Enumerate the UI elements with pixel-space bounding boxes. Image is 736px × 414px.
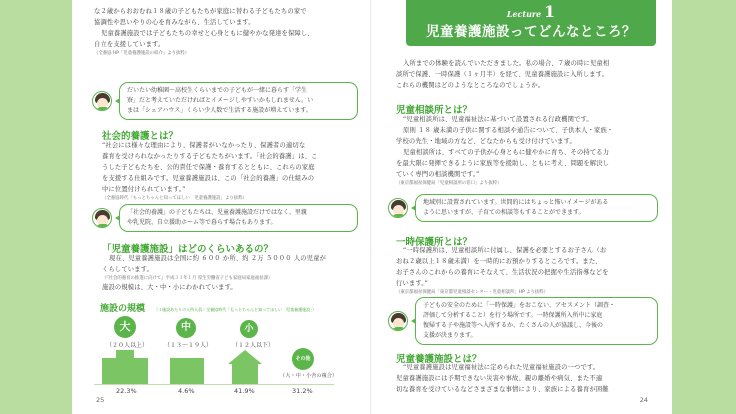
para-line: 児童養護施設には予期できない災害や事故、親の離婚や病気、また不適 (396, 375, 603, 382)
para-line: を最大限に発揮できるように家族等を援助し、ともに考え、問題を解決し (396, 160, 610, 167)
bubble-line-2: や乳児院、自立援助ホーム等で暮らす場合もあります。 (127, 219, 277, 226)
left-intro (94, 6, 356, 57)
para-line: くらしています。 (102, 266, 154, 273)
bubble-line-3: 復帰する子や施設等へ入所するか、たくさんの人が協議し、今後の (423, 322, 604, 329)
right-intro (396, 58, 654, 91)
scale-heading: 施設の規模 (100, 304, 146, 314)
right-bubble-1 (388, 194, 658, 222)
bubble-line-1: 子どもの安全のために「一時保護」をおこない、アセスメント（調査・ (423, 302, 615, 309)
para-line: 談所で保護、一時保護（１ヶ月半）を経て、児童養護施設に入所します。 (396, 71, 609, 78)
right-para-1 (396, 114, 654, 187)
size-badge-medium: 中 (176, 318, 196, 338)
size-badge-small: 小 (240, 320, 258, 338)
section-heading: 児童相談所とは？ (396, 105, 473, 116)
para-line: 児童相談所は、すべての子供が心身ともに健やかに育ち、その持てる力 (403, 149, 610, 156)
ground-line (94, 384, 334, 385)
lecture-label: Lecture (506, 9, 542, 19)
pct-medium: 4.6% (178, 387, 195, 395)
para-line: を支援する仕組みです。児童養護施設は、この「社会的養護」の仕組みの (102, 175, 315, 182)
small-house-icon (232, 364, 258, 384)
bubble-line-4: 支援が決まります。 (423, 332, 477, 339)
bubble-line-2: 寮」だと考えていただければとイメージしやすいかもしれません。い (127, 97, 314, 104)
large-facility-icon (102, 358, 148, 384)
speech-bubble (119, 204, 358, 232)
bubble-line-2: 評価して分析すること）を行う場所です。一時保護所入所中に家庭 (423, 312, 603, 319)
medium-facility-icon (170, 358, 204, 384)
para-line: “社会には様々な理由により、保護者がいなかったり、保護者の適切な (102, 142, 306, 149)
para-line: 行います。” (396, 280, 428, 287)
speech-bubble (415, 297, 658, 345)
left-bubble-2 (92, 204, 358, 232)
bubble-line-3: まは「シェアハウス」くらい少人数で生活する施設が増えています。 (127, 107, 312, 114)
lecture-tag (406, 2, 656, 21)
pct-small: 41.9% (234, 387, 255, 395)
para-note: （『社会的養育の推進に向けて』平成３１年１月 厚生労働省子ども家庭局家庭福祉課） (102, 276, 273, 281)
size-range-large: （２０人以上） (106, 342, 149, 349)
para-line: これらの機関はどのようなところなのでしょうか。 (396, 82, 545, 89)
author-avatar (388, 311, 408, 331)
para-line: おね２歳以上１８歳未満）を一時的にお預かりするところです。また、 (396, 258, 602, 265)
section-heading: 児童養護施設とは？ (396, 354, 482, 365)
speech-bubble (415, 194, 658, 222)
size-badge-large: 大 (114, 316, 136, 338)
left-intro-line-3: 児童養護施設では子どもたちの幸せと心身ともに健やかな発達を保障し、 (101, 30, 314, 37)
para-source: （全養協時代「もっとちゃんと知ってほしい 児童養護施設」より抜粋） (102, 196, 247, 201)
scale-note: （１施設あたりの入所人員／全養協時代「もっとちゃんと知ってほしい 児童養護施設」） (154, 307, 317, 312)
right-page (372, 0, 672, 414)
left-para-1 (102, 140, 358, 202)
lecture-banner (406, 0, 656, 46)
para-source: （東京都福祉保健局「東京都児童相談センター・児童相談所」HP より抜粋） (396, 290, 549, 295)
scale-heading-wrap (100, 296, 360, 316)
pct-large: 22.3% (116, 387, 137, 395)
para-line: 中に位置付けられています。” (102, 186, 186, 193)
para-line: “児童養護施設は児童福祉法に定められた児童福祉施設の一つです。 (403, 364, 600, 371)
para-line: 施設の規模は、大・中・小にわかれています。 (102, 284, 237, 291)
size-range-medium: （１３〜１９人） (164, 342, 213, 349)
size-badge-other: その他 (292, 348, 314, 370)
left-page (72, 0, 372, 414)
left-intro-source: （全養協 HP「児童養護施設の紹介」より抜粋） (94, 51, 190, 56)
lecture-number: 1 (544, 2, 556, 21)
para-line: 養育を受けられなかったりする子どもたちがいます。「社会的養護」は、こ (102, 153, 318, 160)
bubble-line-1: 「社会的養護」の子どもたちは、児童養護施設だけではなく、里親 (127, 209, 307, 216)
large-facility-tower (116, 350, 134, 360)
left-intro-line-2: 協調性や思いやりの心を育みながら、生活しています。 (94, 19, 255, 26)
section-heading: 社会的養護とは？ (102, 131, 179, 142)
para-line: 現在、児童養護施設は全国に約 ６００ か所、約 ２万 ５０００ 人の児童が (109, 255, 327, 262)
page-title: 児童養護施設ってどんなところ？ (426, 24, 636, 40)
size-range-small: （１２人以下） (232, 342, 275, 349)
author-avatar (92, 91, 112, 111)
left-intro-line-1: な２歳からおおむね１８歳の子どもたちが家庭に替わる子どもたちの家で (94, 8, 307, 15)
para-line: うした子どもたちを、公的責任で保護・養育するとともに、これらの家庭 (102, 164, 315, 171)
page-number-right: 24 (639, 396, 648, 404)
para-line: ていく専門の相談機関です。” (396, 171, 480, 178)
left-bubble-1 (92, 82, 358, 120)
pct-other: 31.2% (292, 387, 313, 395)
bubble-line-1: だいたい幼稚園〜高校生くらいまでの子どもが一緒に暮らす「学生 (127, 87, 308, 94)
para-line: 切な養育を受けているなどさまざまな事情により、家族による養育が困難 (396, 386, 609, 393)
para-line: 入所までの体験を読んでいただきました。私の場合、７歳の時に児童相 (403, 60, 610, 67)
right-para-3 (396, 362, 654, 395)
author-avatar (388, 198, 408, 218)
author-avatar (92, 208, 112, 228)
right-bubble-2 (388, 297, 658, 345)
section-heading: 一時保護所とは？ (396, 237, 473, 248)
para-line: 原則 １８ 歳未満の子供に関する相談や通告について、子供本人・家族・ (403, 127, 614, 134)
left-para-2 (102, 253, 358, 293)
para-line: “児童相談所は、児童福祉法に基づいて設置される行政機関です。 (403, 116, 593, 123)
para-line: お子さんのこれからの養育にそなえて、生活状況の把握や生活指導などを (396, 269, 609, 276)
bubble-line-2: ように思いますが、子育ての相談等もすることができます。 (423, 209, 585, 216)
page-number-left: 25 (96, 396, 105, 404)
left-intro-line-4: 自立を支援しています。 (94, 41, 165, 48)
para-line: 学校の先生・地域の方など、どなたからも受け付けています。 (396, 138, 577, 145)
para-source: （東京都福祉保健局「児童相談所の窓口」より抜粋） (396, 181, 502, 186)
size-range-other: （大・中・小舎の複合） (280, 373, 338, 379)
small-house-roof-icon (228, 350, 262, 364)
bubble-line-1: 地域別に設置されています。世間的にはちょっと怖いイメージがある (423, 199, 609, 206)
section-heading: 「児童養護施設」はどのくらいあるの？ (102, 244, 274, 255)
right-para-2 (396, 245, 654, 296)
para-line: “一時保護所は、児童相談所に付属し、保護を必要とするお子さん（お (403, 247, 607, 254)
speech-bubble (119, 82, 358, 120)
